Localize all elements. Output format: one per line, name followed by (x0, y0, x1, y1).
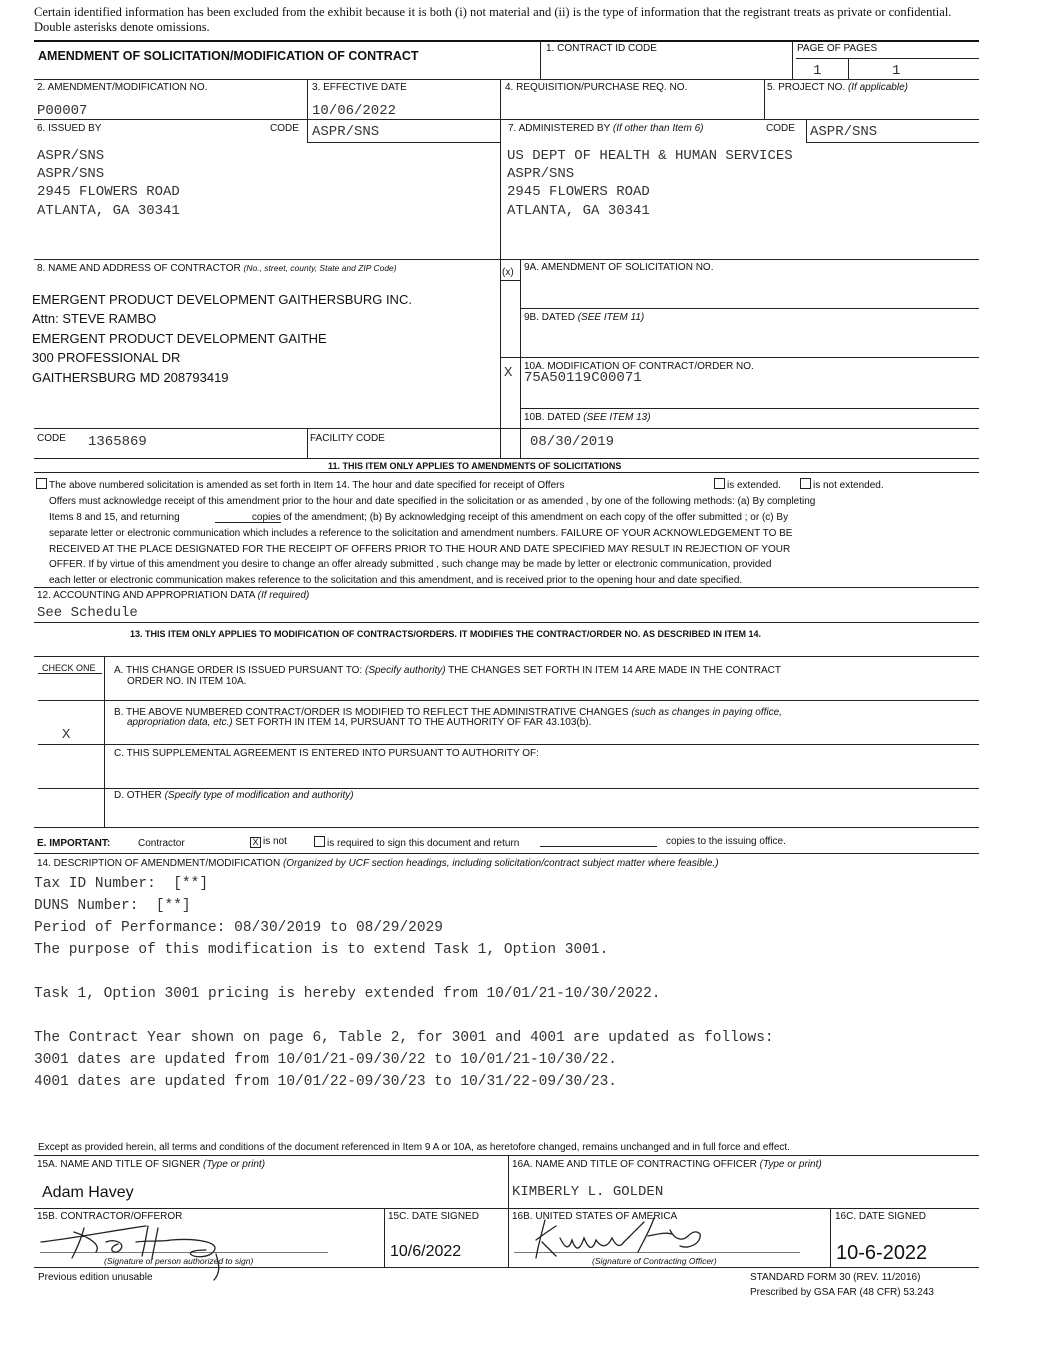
issued-by-code: ASPR/SNS (312, 124, 380, 140)
extended-checkbox[interactable] (714, 478, 725, 489)
page-total: 1 (892, 63, 901, 79)
requisition-label: 4. REQUISITION/PURCHASE REQ. NO. (505, 82, 688, 93)
effective-date-label: 3. EFFECTIVE DATE (312, 82, 407, 93)
previous-edition-note: Previous edition unusable (38, 1272, 153, 1283)
description-line10: 4001 dates are updated from 10/01/22-09/30/23 to 10/31/22-09/30/23. (34, 1074, 617, 1090)
description-line6: Task 1, Option 3001 pricing is hereby extended from 10/01/21-10/30/2022. (34, 986, 661, 1002)
administered-by-line1: US DEPT OF HEALTH & HUMAN SERVICES (507, 148, 793, 164)
date-signed-15c-label: 15C. DATE SIGNED (388, 1211, 479, 1222)
contractor-line2: Attn: STEVE RAMBO (32, 311, 157, 326)
item11-text-2: Items 8 and 15, and returning copies of the amendment; (b) By acknowledging receipt of this amendment on each copy of the offer submitted ; or (c) By (49, 512, 789, 523)
issued-by-label: 6. ISSUED BY (37, 123, 102, 134)
is-required-checkbox[interactable] (314, 836, 325, 847)
dated-10b-value: 08/30/2019 (530, 434, 615, 450)
exclusion-note-line1: Certain identified information has been excluded from the exhibit because it is both (i) not material and (ii) is the type of information that the registrant treats as private or confidential. (34, 5, 952, 19)
exclusion-note-line2: Double asterisks denote omissions. (34, 20, 210, 34)
item13-d-line: D. OTHER (Specify type of modification and authority) (114, 790, 354, 801)
issued-by-line2: ASPR/SNS (37, 166, 105, 182)
project-no-label: 5. PROJECT NO. (If applicable) (767, 82, 908, 93)
contractor-code: 1365869 (88, 434, 147, 450)
is-not-checkbox[interactable]: X (250, 837, 261, 848)
contractor-code-label: CODE (37, 433, 66, 444)
mod-10a-mark: X (504, 365, 513, 381)
administered-by-label: 7. ADMINISTERED BY (If other than Item 6) (508, 123, 704, 134)
item13-a-line1: A. THIS CHANGE ORDER IS ISSUED PURSUANT TO: (Specify authority) THE CHANGES SET FORTH IN ITEM 14 ARE MADE IN THE CONTRACT (114, 665, 781, 676)
administered-by-line4: ATLANTA, GA 30341 (507, 203, 650, 219)
signer-name: Adam Havey (42, 1184, 134, 1201)
description-line4: The purpose of this modification is to extend Task 1, Option 3001. (34, 942, 609, 958)
item11-text-6: each letter or electronic communication makes reference to the solicitation and this amendment, and is received prior to the opening hour and date specified. (49, 575, 743, 586)
administered-by-line3: 2945 FLOWERS ROAD (507, 184, 650, 200)
pages-label: PAGE OF PAGES (797, 43, 878, 54)
item13-b-line1: B. THE ABOVE NUMBERED CONTRACT/ORDER IS MODIFIED TO REFLECT THE ADMINISTRATIVE CHANGES (such as changes in paying office, (114, 707, 782, 718)
dated-10b-label: 10B. DATED (SEE ITEM 13) (524, 412, 651, 423)
item11-text-3: separate letter or electronic communication which includes a reference to the solicitation and amendment numbers. FAILURE OF YOUR ACKNOWLEDGEMENT TO BE (49, 528, 793, 539)
contractor-label: 8. NAME AND ADDRESS OF CONTRACTOR (No., street, county, State and ZIP Code) (37, 263, 397, 274)
item11-text-4: RECEIVED AT THE PLACE DESIGNATED FOR THE RECEIPT OF OFFERS PRIOR TO THE HOUR AND DATE SPECIFIED MAY RESULT IN REJECTION OF YOUR (49, 544, 791, 555)
form-title: AMENDMENT OF SOLICITATION/MODIFICATION OF CONTRACT (38, 49, 419, 63)
description-label: 14. DESCRIPTION OF AMENDMENT/MODIFICATION (Organized by UCF section headings, including solicitation/contract subject matter where feasible.) (37, 858, 719, 869)
standard-form-label: STANDARD FORM 30 (REV. 11/2016) (750, 1272, 921, 1283)
page-number: 1 (813, 63, 822, 79)
contractor-line4: 300 PROFESSIONAL DR (32, 350, 181, 365)
date-signed-15c: 10/6/2022 (390, 1243, 462, 1260)
united-states-label: 16B. UNITED STATES OF AMERICA (512, 1211, 678, 1222)
issued-by-line1: ASPR/SNS (37, 148, 105, 164)
description-line9: 3001 dates are updated from 10/01/21-09/30/22 to 10/01/21-10/30/22. (34, 1052, 617, 1068)
modification-no-label: 10A. MODIFICATION OF CONTRACT/ORDER NO. (524, 361, 754, 372)
accounting-label: 12. ACCOUNTING AND APPROPRIATION DATA (If required) (37, 590, 310, 601)
modification-no-value: 75A50119C00071 (524, 370, 642, 386)
issued-by-line3: 2945 FLOWERS ROAD (37, 184, 180, 200)
item11-line1: The above numbered solicitation is amended as set forth in Item 14. The hour and date specified for receipt of Offers (36, 478, 564, 494)
description-line2: DUNS Number: [**] (34, 898, 191, 914)
administered-by-code-label: CODE (766, 123, 795, 134)
description-line1: Tax ID Number: [**] (34, 876, 209, 892)
is-not-option: X is not (250, 836, 287, 848)
is-required-option: is required to sign this document and return (314, 836, 519, 850)
effective-date-value: 10/06/2022 (312, 103, 397, 119)
item11-title: 11. THIS ITEM ONLY APPLIES TO AMENDMENTS OF SOLICITATIONS (328, 461, 622, 471)
solicitation-checkbox[interactable] (36, 478, 47, 489)
amendment-solicitation-label: 9A. AMENDMENT OF SOLICITATION NO. (524, 262, 714, 273)
amendment-no-value: P00007 (37, 103, 88, 119)
officer-name-label: 16A. NAME AND TITLE OF CONTRACTING OFFICER (Type or print) (512, 1159, 822, 1170)
important-contractor: Contractor (138, 838, 185, 849)
copies-text: copies to the issuing office. (666, 836, 786, 847)
item13-b-mark: X (62, 727, 71, 743)
officer-sig-caption: (Signature of Contracting Officer) (592, 1256, 717, 1266)
date-signed-16c: 10-6-2022 (836, 1242, 928, 1264)
administered-by-line2: ASPR/SNS (507, 166, 575, 182)
issued-by-line4: ATLANTA, GA 30341 (37, 203, 180, 219)
except-note: Except as provided herein, all terms and conditions of the document referenced in Item 9 A or 10A, as heretofore changed, remains unchanged and in full force and effect. (38, 1142, 790, 1153)
dated-9b-label: 9B. DATED (SEE ITEM 11) (524, 312, 645, 323)
contractor-line3: EMERGENT PRODUCT DEVELOPMENT GAITHE (32, 331, 327, 346)
important-label: E. IMPORTANT: (37, 838, 111, 849)
not-extended-option: is not extended. (800, 478, 884, 494)
contractor-line1: EMERGENT PRODUCT DEVELOPMENT GAITHERSBURG INC. (32, 292, 412, 307)
administered-by-code: ASPR/SNS (810, 124, 878, 140)
contractor-offeror-label: 15B. CONTRACTOR/OFFEROR (37, 1211, 183, 1222)
facility-code-label: FACILITY CODE (310, 433, 385, 444)
description-line3: Period of Performance: 08/30/2019 to 08/29/2029 (34, 920, 443, 936)
item11-text-5: OFFER. If by virtue of this amendment you desire to change an offer already submitted , such change may be made by letter or electronic communication, provided (49, 559, 772, 570)
extended-option: is extended. (714, 478, 781, 494)
item13-b-line2: appropriation data, etc.) SET FORTH IN ITEM 14, PURSUANT TO THE AUTHORITY OF FAR 43.103(b). (127, 717, 592, 728)
amendment-no-label: 2. AMENDMENT/MODIFICATION NO. (37, 82, 208, 93)
contractor-line5: GAITHERSBURG MD 208793419 (32, 370, 229, 385)
officer-name: KIMBERLY L. GOLDEN (512, 1184, 664, 1200)
prescribed-by-label: Prescribed by GSA FAR (48 CFR) 53.243 (750, 1287, 934, 1298)
signer-name-label: 15A. NAME AND TITLE OF SIGNER (Type or print) (37, 1159, 266, 1170)
officer-signature-image (520, 1212, 720, 1264)
item13-a-line2: ORDER NO. IN ITEM 10A. (127, 676, 247, 687)
item13-c-line: C. THIS SUPPLEMENTAL AGREEMENT IS ENTERED INTO PURSUANT TO AUTHORITY OF: (114, 748, 539, 759)
x-header: (x) (502, 267, 514, 278)
issued-by-code-label: CODE (270, 123, 299, 134)
accounting-value: See Schedule (37, 605, 138, 621)
not-extended-checkbox[interactable] (800, 478, 811, 489)
item11-text-1: Offers must acknowledge receipt of this amendment prior to the hour and date specified in the solicitation or as amended , by one of the following methods: (a) By completing (49, 496, 816, 507)
item13-title: 13. THIS ITEM ONLY APPLIES TO MODIFICATION OF CONTRACTS/ORDERS. IT MODIFIES THE CONTRACT/ORDER NO. AS DESCRIBED IN ITEM 14. (130, 629, 762, 639)
contractor-sig-caption: (Signature of person authorized to sign) (104, 1256, 254, 1266)
exclusion-note (34, 5, 951, 35)
description-line8: The Contract Year shown on page 6, Table 2, for 3001 and 4001 are updated as follows: (34, 1030, 774, 1046)
contract-id-label: 1. CONTRACT ID CODE (546, 43, 657, 54)
date-signed-16c-label: 16C. DATE SIGNED (835, 1211, 926, 1222)
check-one-label: CHECK ONE (42, 663, 96, 673)
